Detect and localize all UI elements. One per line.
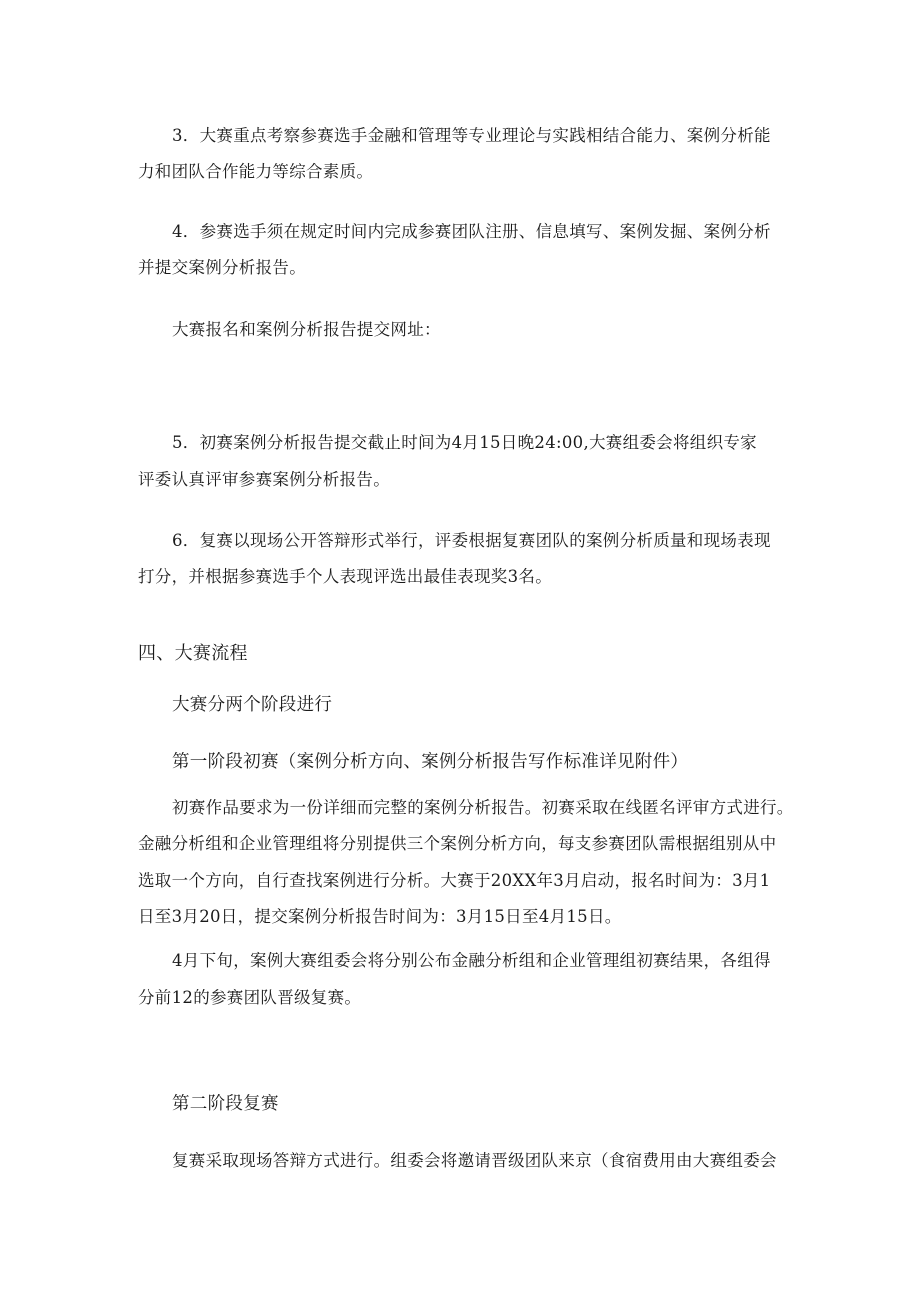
item-3-line-1: 3．大赛重点考察参赛选手金融和管理等专业理论与实践相结合能力、案例分析能 (172, 126, 771, 145)
stages-intro: 大赛分两个阶段进行 (172, 695, 333, 715)
item-6-line-2: 打分，并根据参赛选手个人表现评选出最佳表现奖3名。 (138, 567, 552, 586)
item-3-line-2: 力和团队合作能力等综合素质。 (138, 162, 374, 181)
item-6-line-1: 6．复赛以现场公开答辩形式举行，评委根据复赛团队的案例分析质量和现场表现 (172, 531, 771, 550)
stage-2-heading: 第二阶段复赛 (172, 1094, 279, 1114)
url-label: 大赛报名和案例分析报告提交网址： (172, 320, 441, 339)
stage-1-para-line-1: 初赛作品要求为一份详细而完整的案例分析报告。初赛采取在线匿名评审方式进行。 (172, 798, 794, 817)
item-5-line-2: 评委认真评审参赛案例分析报告。 (138, 470, 390, 489)
item-5-line-1: 5．初赛案例分析报告提交截止时间为4月15日晚24:00,大赛组委会将组织专家 (172, 433, 757, 452)
stage-1-para-line-4: 日至3月20日，提交案例分析报告时间为：3月15日至4月15日。 (138, 907, 622, 926)
stage-1-results-line-1: 4月下旬，案例大赛组委会将分别公布金融分析组和企业管理组初赛结果，各组得 (172, 951, 771, 970)
stage-1-para-line-2: 金融分析组和企业管理组将分别提供三个案例分析方向，每支参赛团队需根据组别从中 (138, 834, 777, 853)
stage-1-para-line-3: 选取一个方向，自行查找案例进行分析。大赛于20XX年3月启动，报名时间为：3月1 (138, 871, 771, 890)
section-4-heading: 四、大赛流程 (138, 643, 248, 664)
stage-2-para-line-1: 复赛采取现场答辩方式进行。组委会将邀请晋级团队来京（食宿费用由大赛组委会 (172, 1151, 777, 1170)
stage-1-heading: 第一阶段初赛（案例分析方向、案例分析报告写作标准详见附件） (172, 752, 689, 772)
stage-1-results-line-2: 分前12的参赛团队晋级复赛。 (138, 988, 362, 1007)
item-4-line-1: 4．参赛选手须在规定时间内完成参赛团队注册、信息填写、案例发掘、案例分析 (172, 222, 771, 241)
item-4-line-2: 并提交案例分析报告。 (138, 258, 306, 277)
